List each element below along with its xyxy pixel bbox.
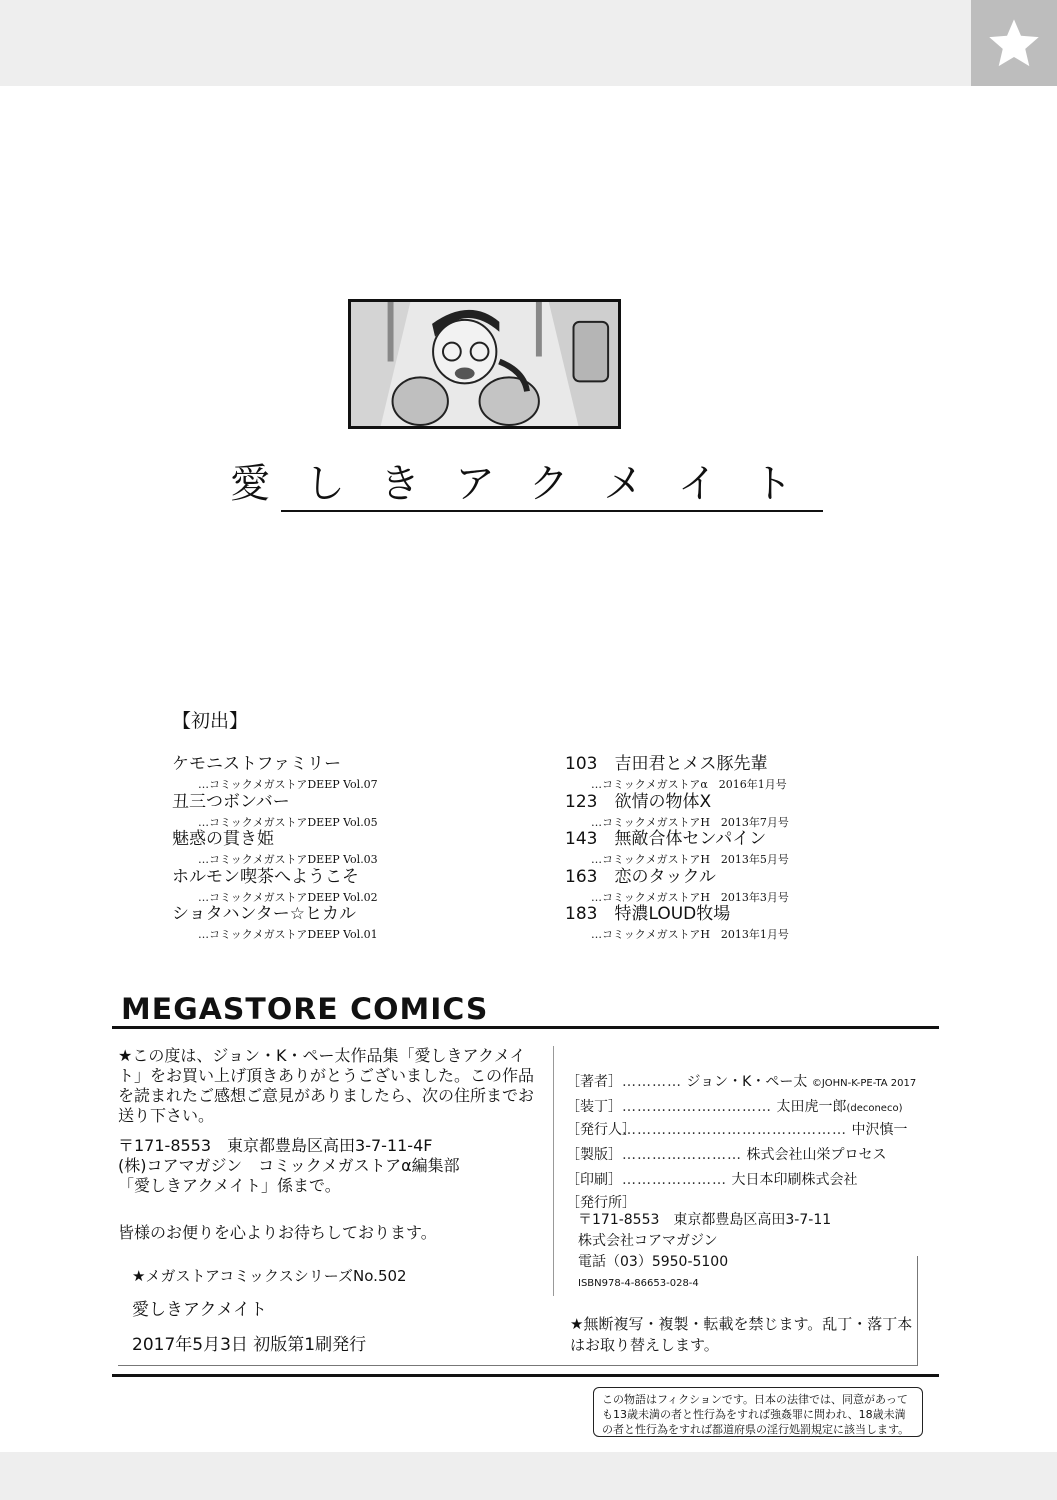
- sources-heading: 【初出】: [172, 710, 249, 732]
- credit-note: (deconeco): [846, 1103, 903, 1114]
- credit-value: 中沢慎一: [851, 1122, 908, 1138]
- divider: [112, 1026, 939, 1029]
- credit-key: ［装丁］: [566, 1099, 622, 1115]
- colophon-title: 愛しきアクメイト: [132, 1300, 267, 1320]
- source-entry: [172, 899, 378, 942]
- source-magazine: …コミックメガストアDEEP Vol.02: [198, 891, 378, 904]
- title-underline: [281, 510, 823, 512]
- address-line: 〒171-8553 東京都豊島区高田3-7-11-4F: [118, 1136, 433, 1155]
- credit-key: ［製版］: [566, 1147, 622, 1163]
- star-icon: [987, 16, 1041, 70]
- thanks-text: 皆様のお便りを心よりお待ちしております。: [118, 1223, 437, 1242]
- source-title: 123 欲情の物体X: [565, 792, 712, 812]
- credit-dots: …………………: [622, 1172, 727, 1188]
- source-magazine: …コミックメガストアDEEP Vol.01: [198, 928, 378, 941]
- credit-key: ［印刷］: [566, 1172, 622, 1188]
- fiction-notice: この物語はフィクションです。日本の法律では、同意があっても13歳未満の者と性行為をすれば強姦罪に問われ、18歳未満の者と性行為をすれば都道府県の淫行処罰規定に該当します。: [593, 1387, 923, 1437]
- source-magazine: …コミックメガストアH 2013年5月号: [591, 853, 789, 866]
- credit-dots: …………………………: [622, 1099, 772, 1115]
- source-entry: [172, 824, 378, 867]
- source-magazine: …コミックメガストアH 2013年1月号: [591, 928, 789, 941]
- source-title: ショタハンター☆ヒカル: [172, 904, 357, 924]
- star-tab: [971, 0, 1057, 86]
- source-magazine: …コミックメガストアDEEP Vol.05: [198, 816, 378, 829]
- credit-key: ［発行人］: [566, 1122, 636, 1138]
- credit-author: [566, 1071, 926, 1091]
- credit-dots: …………: [622, 1074, 682, 1090]
- source-magazine: …コミックメガストアH 2013年3月号: [591, 891, 789, 904]
- top-bar: [0, 0, 1057, 86]
- source-title: ホルモン喫茶へようこそ: [172, 867, 359, 887]
- publisher-line: 〒171-8553 東京都豊島区高田3-7-11: [578, 1212, 832, 1228]
- bottom-bar: [0, 1452, 1057, 1500]
- credit-design: [566, 1096, 926, 1116]
- reader-message: ★この度は、ジョン・K・ペー太作品集「愛しきアクメイト」をお買い上げ頂きありがとうございました。この作品を読まれたご感想ご意見がありましたら、次の住所までお送り下さい。: [118, 1046, 535, 1125]
- publisher-address: [578, 1210, 831, 1273]
- credit-publisher-key: ［発行所］: [566, 1195, 636, 1211]
- credit-value: 太田虎一郎: [776, 1099, 847, 1115]
- credit-dots: ……………………: [622, 1147, 742, 1163]
- source-magazine: …コミックメガストアα 2016年1月号: [591, 778, 787, 791]
- source-entry: [565, 899, 789, 942]
- publisher-line: 電話（03）5950-5100: [578, 1254, 729, 1270]
- publish-date: 2017年5月3日 初版第1刷発行: [132, 1335, 367, 1355]
- source-title: ケモニストファミリー: [172, 754, 342, 774]
- publisher-line: 株式会社コアマガジン: [578, 1233, 718, 1249]
- source-entry: [172, 749, 378, 792]
- imprint-label: MEGASTORE COMICS: [121, 992, 489, 1026]
- credit-dots: ………………………………………: [622, 1122, 847, 1138]
- series-number: ★メガストアコミックスシリーズNo.502: [132, 1267, 407, 1285]
- isbn: ISBN978-4-86653-028-4: [578, 1278, 699, 1289]
- credit-note: ©JOHN-K-PE-TA 2017: [811, 1078, 917, 1089]
- divider-bottom: [112, 1374, 939, 1377]
- credit-platemaking: [566, 1144, 926, 1164]
- credit-publisher-person: [566, 1119, 926, 1139]
- source-title: 魅惑の貫き姫: [172, 829, 274, 849]
- credit-value: 株式会社山栄プロセス: [746, 1147, 887, 1163]
- source-title: 143 無敵合体センパイン: [565, 829, 767, 849]
- source-entry: [565, 749, 787, 792]
- source-magazine: …コミックメガストアDEEP Vol.07: [198, 778, 378, 791]
- credit-printing: [566, 1169, 926, 1189]
- source-title: 183 特濃LOUD牧場: [565, 904, 731, 924]
- copy-warning: ★無断複写・複製・転載を禁じます。乱丁・落丁本はお取り替えします。: [570, 1315, 913, 1354]
- source-magazine: …コミックメガストアDEEP Vol.03: [198, 853, 378, 866]
- source-title: 103 吉田君とメス豚先輩: [565, 754, 768, 774]
- credit-value: 大日本印刷株式会社: [731, 1172, 858, 1188]
- book-title: 愛しきアクメイト: [230, 461, 828, 507]
- cover-illustration: [348, 299, 621, 429]
- column-divider: [553, 1046, 554, 1296]
- source-entry: [565, 824, 789, 867]
- address-line: (株)コアマガジン コミックメガストアα編集部: [118, 1156, 460, 1175]
- source-title: 163 恋のタックル: [565, 867, 716, 887]
- mail-address: [118, 1136, 548, 1196]
- credit-value: ジョン・K・ペー太: [686, 1074, 808, 1090]
- credit-key: ［著者］: [566, 1074, 622, 1090]
- source-magazine: …コミックメガストアH 2013年7月号: [591, 816, 789, 829]
- source-title: 丑三つボンバー: [172, 792, 290, 812]
- address-line: 「愛しきアクメイト」係まで。: [118, 1176, 341, 1195]
